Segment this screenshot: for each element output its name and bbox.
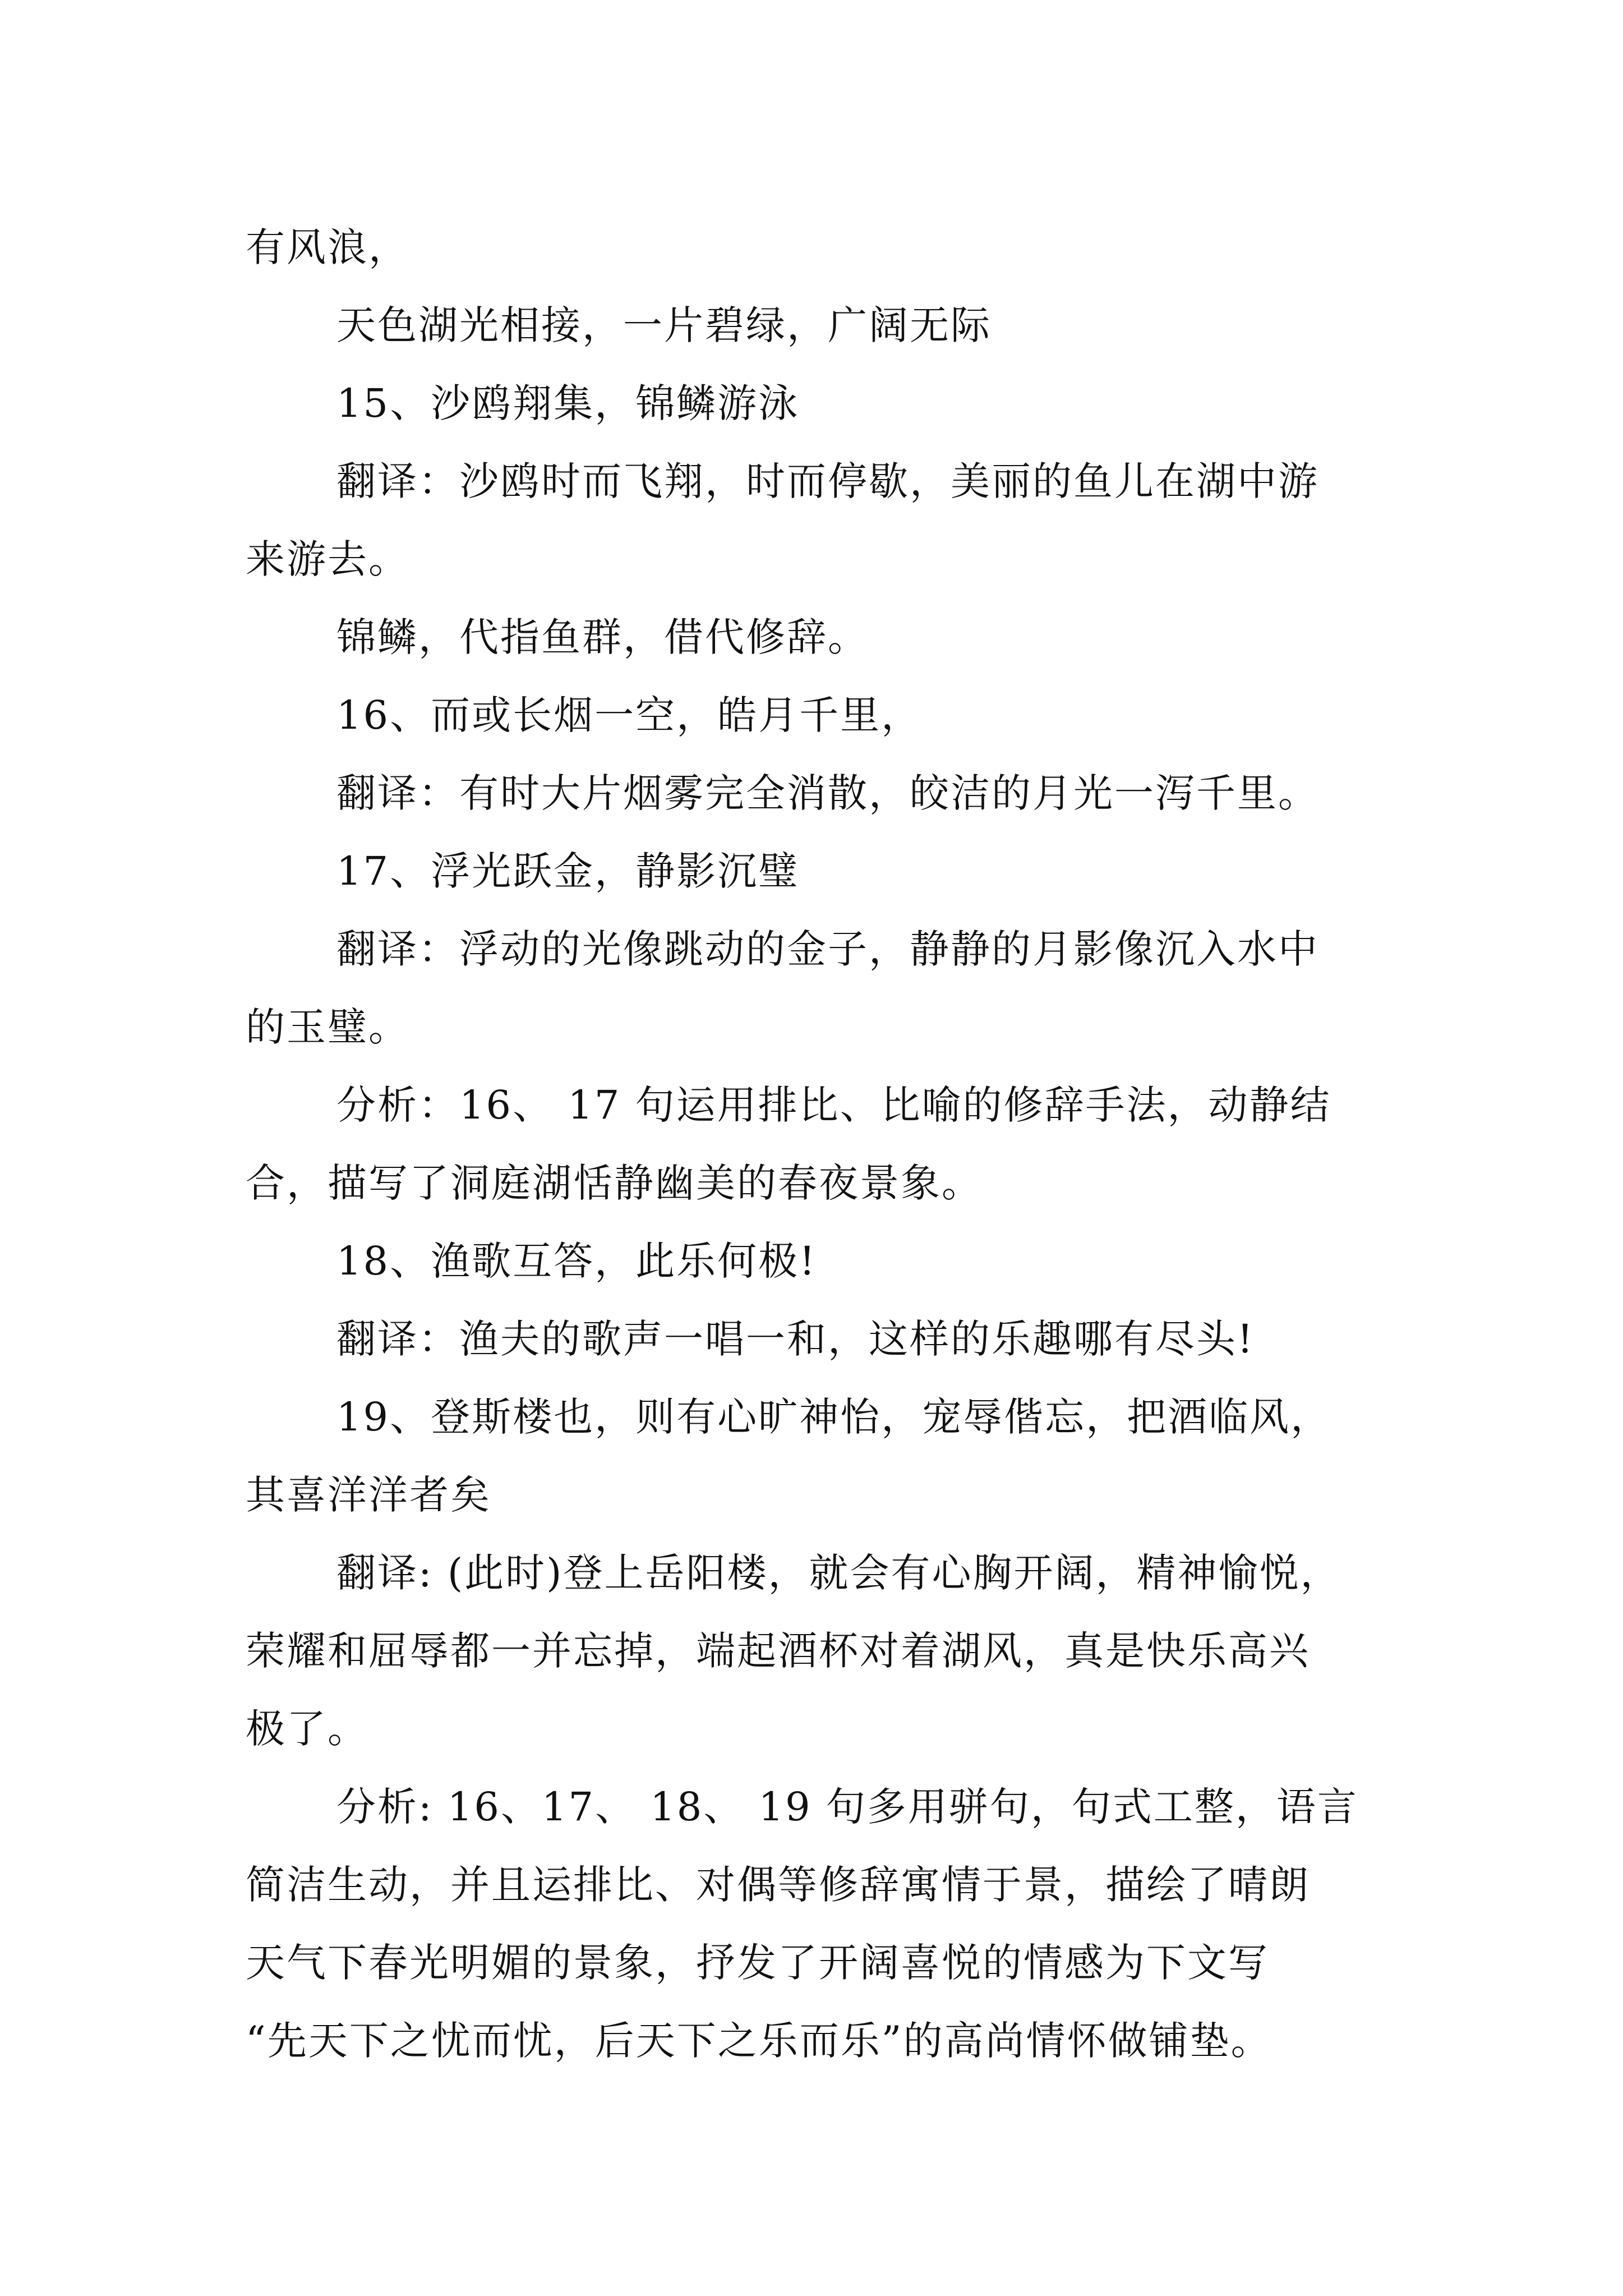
- text-line: 16、而或长烟一空，皓月千里，: [336, 692, 923, 738]
- text-line: 天色湖光相接，一片碧绿，广阔无际: [336, 302, 992, 348]
- text-line: 15、沙鸥翔集，锦鳞游泳: [336, 380, 800, 426]
- text-line: 分析：16、 17 句运用排比、比喻的修辞手法，动静结: [336, 1082, 1331, 1128]
- text-line: 17、浮光跃金，静影沉璧: [336, 848, 800, 894]
- text-line: 合，描写了洞庭湖恬静幽美的春夜景象。: [246, 1160, 983, 1206]
- text-line: 翻译：渔夫的歌声一唱一和，这样的乐趣哪有尽头!: [336, 1316, 1255, 1362]
- text-line: 翻译：浮动的光像跳动的金子，静静的月影像沉入水中: [336, 926, 1319, 972]
- text-line: 荣耀和屈辱都一并忘掉，端起酒杯对着湖风，真是快乐高兴: [246, 1628, 1310, 1674]
- text-line: 来游去。: [246, 536, 409, 582]
- text-line: 简洁生动，并且运排比、对偶等修辞寓情于景，描绘了晴朗: [246, 1862, 1310, 1908]
- text-line: 的玉璧。: [246, 1004, 409, 1050]
- text-line: “先天下之忧而忧，后天下之乐而乐”的高尚情怀做铺垫。: [246, 2018, 1272, 2064]
- text-line: 翻译：有时大片烟雾完全消散，皎洁的月光一泻千里。: [336, 770, 1319, 816]
- document-body: [246, 209, 1390, 2080]
- text-line: 18、渔歌互答，此乐何极!: [336, 1238, 817, 1284]
- text-line: 翻译: (此时)登上岳阳楼，就会有心胸开阔，精神愉悦，: [336, 1550, 1341, 1596]
- text-line: 有风浪，: [246, 224, 409, 270]
- text-line: 分析: 16、17、 18、 19 句多用骈句，句式工整，语言: [336, 1784, 1358, 1830]
- text-line: 19、登斯楼也，则有心旷神怡，宠辱偕忘，把酒临风，: [336, 1394, 1332, 1440]
- text-line: 锦鳞，代指鱼群，借代修辞。: [336, 614, 869, 660]
- text-line: 极了。: [246, 1706, 368, 1752]
- text-line: 其喜洋洋者矣: [246, 1472, 491, 1518]
- text-line: 翻译：沙鸥时而飞翔，时而停歇，美丽的鱼儿在湖中游: [336, 458, 1319, 504]
- text-line: 天气下春光明媚的景象，抒发了开阔喜悦的情感为下文写: [246, 1940, 1269, 1986]
